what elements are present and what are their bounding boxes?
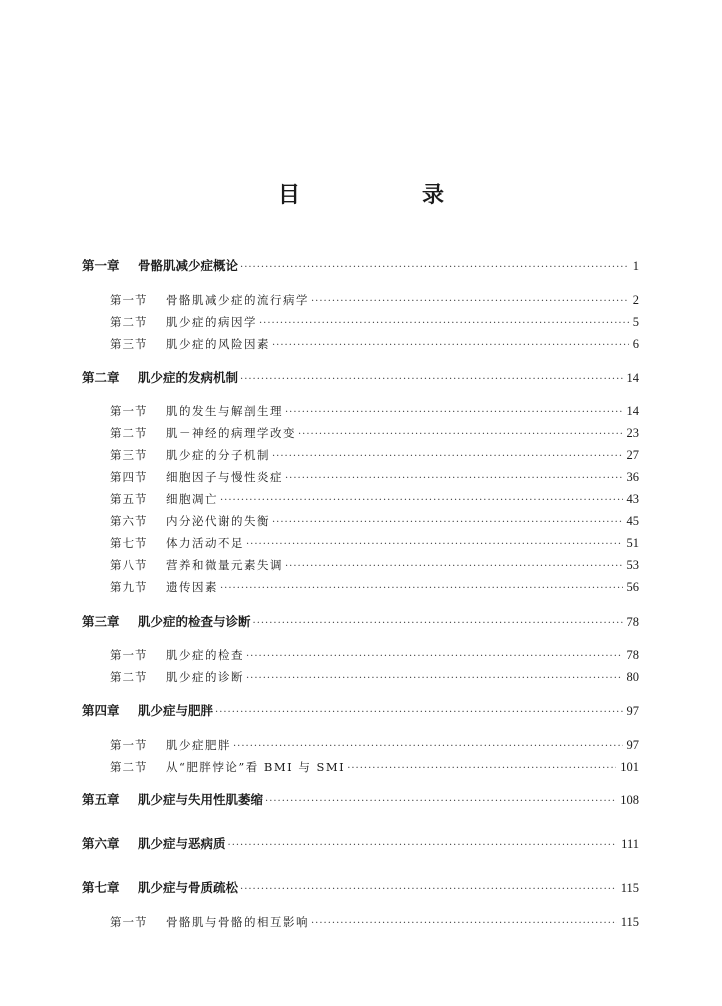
toc-chapter-5[interactable] <box>82 790 639 810</box>
entry-label: 第四章 <box>82 703 120 718</box>
entry-name: 体力活动不足 <box>166 536 244 550</box>
toc-section[interactable] <box>110 912 639 932</box>
leader-dots <box>259 314 629 334</box>
entry-page: 97 <box>626 738 639 752</box>
leader-dots <box>347 759 616 779</box>
entry-label: 第一节 <box>110 293 148 307</box>
entry-name: 内分泌代谢的失衡 <box>166 514 270 528</box>
leader-dots <box>246 669 623 689</box>
leader-dots <box>272 447 623 467</box>
leader-dots <box>285 403 623 423</box>
entry-label: 第四节 <box>110 470 148 484</box>
leader-dots <box>228 836 618 856</box>
toc-chapter-4[interactable] <box>82 701 639 721</box>
entry-page: 1 <box>632 259 639 273</box>
entry-label: 第二节 <box>110 760 148 774</box>
toc-section[interactable] <box>110 645 639 665</box>
entry-name: 肌少症的病因学 <box>166 315 257 329</box>
entry-page: 14 <box>626 371 639 385</box>
entry-name: 细胞凋亡 <box>166 492 218 506</box>
toc-section[interactable] <box>110 290 639 310</box>
entry-page: 6 <box>632 337 639 351</box>
entry-name: 肌少症的检查与诊断 <box>138 614 251 629</box>
entry-name: 肌少症的诊断 <box>166 670 244 684</box>
entry-label: 第九节 <box>110 580 148 594</box>
toc-chapter-2[interactable] <box>82 368 639 388</box>
entry-name: 肌的发生与解剖生理 <box>166 404 283 418</box>
entry-label: 第六章 <box>82 836 120 851</box>
entry-page: 2 <box>632 293 639 307</box>
entry-page: 115 <box>620 881 639 895</box>
entry-label: 第七章 <box>82 880 120 895</box>
entry-page: 78 <box>626 615 639 629</box>
entry-page: 27 <box>626 448 639 462</box>
leader-dots <box>215 703 622 723</box>
entry-label: 第二节 <box>110 426 148 440</box>
leader-dots <box>253 614 623 634</box>
leader-dots <box>311 292 629 312</box>
leader-dots <box>298 425 623 445</box>
entry-label: 第一节 <box>110 648 148 662</box>
leader-dots <box>285 557 623 577</box>
entry-name: 肌少症与骨质疏松 <box>138 880 239 895</box>
leader-dots <box>240 258 629 278</box>
entry-name: 营养和微量元素失调 <box>166 558 283 572</box>
entry-page: 111 <box>621 837 639 851</box>
entry-page: 115 <box>620 915 639 929</box>
entry-label: 第二章 <box>82 370 120 385</box>
toc-section[interactable] <box>110 667 639 687</box>
entry-name: 肌少症的检查 <box>166 648 244 662</box>
toc-section[interactable] <box>110 533 639 553</box>
entry-name: 遗传因素 <box>166 580 218 594</box>
leader-dots <box>246 647 623 667</box>
toc-section[interactable] <box>110 511 639 531</box>
leader-dots <box>265 792 616 812</box>
entry-page: 108 <box>620 793 639 807</box>
entry-name: 骨骼肌与骨骼的相互影响 <box>166 915 309 929</box>
entry-page: 78 <box>626 648 639 662</box>
entry-name: 骨骼肌减少症的流行病学 <box>166 293 309 307</box>
leader-dots <box>233 737 623 757</box>
entry-label: 第一节 <box>110 404 148 418</box>
entry-name: 肌少症的风险因素 <box>166 337 270 351</box>
leader-dots <box>240 370 622 390</box>
entry-page: 36 <box>626 470 639 484</box>
toc-section[interactable] <box>110 401 639 421</box>
leader-dots <box>220 491 623 511</box>
leader-dots <box>311 914 617 934</box>
leader-dots <box>272 336 629 356</box>
entry-page: 5 <box>632 315 639 329</box>
toc-section[interactable] <box>110 735 639 755</box>
entry-label: 第三章 <box>82 614 120 629</box>
toc-chapter-7[interactable] <box>82 878 639 898</box>
entry-label: 第五节 <box>110 492 148 506</box>
toc-section[interactable] <box>110 423 639 443</box>
entry-name: 骨骼肌减少症概论 <box>138 258 239 273</box>
entry-page: 43 <box>626 492 639 506</box>
toc-section[interactable] <box>110 334 639 354</box>
entry-page: 101 <box>620 760 639 774</box>
toc-section[interactable] <box>110 577 639 597</box>
entry-label: 第三节 <box>110 337 148 351</box>
entry-label: 第三节 <box>110 448 148 462</box>
leader-dots <box>240 880 617 900</box>
entry-page: 51 <box>626 536 639 550</box>
toc-chapter-1[interactable] <box>82 256 639 276</box>
entry-page: 56 <box>626 580 639 594</box>
entry-label: 第一节 <box>110 915 148 929</box>
leader-dots <box>246 535 623 555</box>
entry-label: 第一章 <box>82 258 120 273</box>
toc-section[interactable] <box>110 467 639 487</box>
entry-page: 97 <box>626 704 639 718</box>
entry-label: 第一节 <box>110 738 148 752</box>
entry-label: 第五章 <box>82 792 120 807</box>
toc-title: 目 录 <box>277 183 494 208</box>
entry-name: 肌少症肥胖 <box>166 738 231 752</box>
entry-page: 53 <box>626 558 639 572</box>
entry-page: 23 <box>626 426 639 440</box>
entry-page: 80 <box>626 670 639 684</box>
entry-name: 肌少症与失用性肌萎缩 <box>138 792 264 807</box>
toc-chapter-3[interactable] <box>82 612 639 632</box>
entry-label: 第六节 <box>110 514 148 528</box>
entry-name: 从“肥胖悖论”看 BMI 与 SMI <box>166 760 346 774</box>
toc-chapter-6[interactable] <box>82 834 639 854</box>
entry-page: 14 <box>626 404 639 418</box>
entry-name: 肌－神经的病理学改变 <box>166 426 296 440</box>
entry-label: 第二节 <box>110 315 148 329</box>
entry-label: 第八节 <box>110 558 148 572</box>
leader-dots <box>285 469 623 489</box>
entry-name: 肌少症的分子机制 <box>166 448 270 462</box>
entry-name: 肌少症与恶病质 <box>138 836 226 851</box>
entry-page: 45 <box>626 514 639 528</box>
entry-name: 肌少症与肥胖 <box>138 703 214 718</box>
toc-section[interactable] <box>110 445 639 465</box>
entry-name: 细胞因子与慢性炎症 <box>166 470 283 484</box>
toc-section[interactable] <box>110 757 639 777</box>
leader-dots <box>272 513 623 533</box>
entry-label: 第七节 <box>110 536 148 550</box>
toc-section[interactable] <box>110 489 639 509</box>
toc-section[interactable] <box>110 312 639 332</box>
entry-name: 肌少症的发病机制 <box>138 370 239 385</box>
toc-section[interactable] <box>110 555 639 575</box>
entry-label: 第二节 <box>110 670 148 684</box>
leader-dots <box>220 579 623 599</box>
